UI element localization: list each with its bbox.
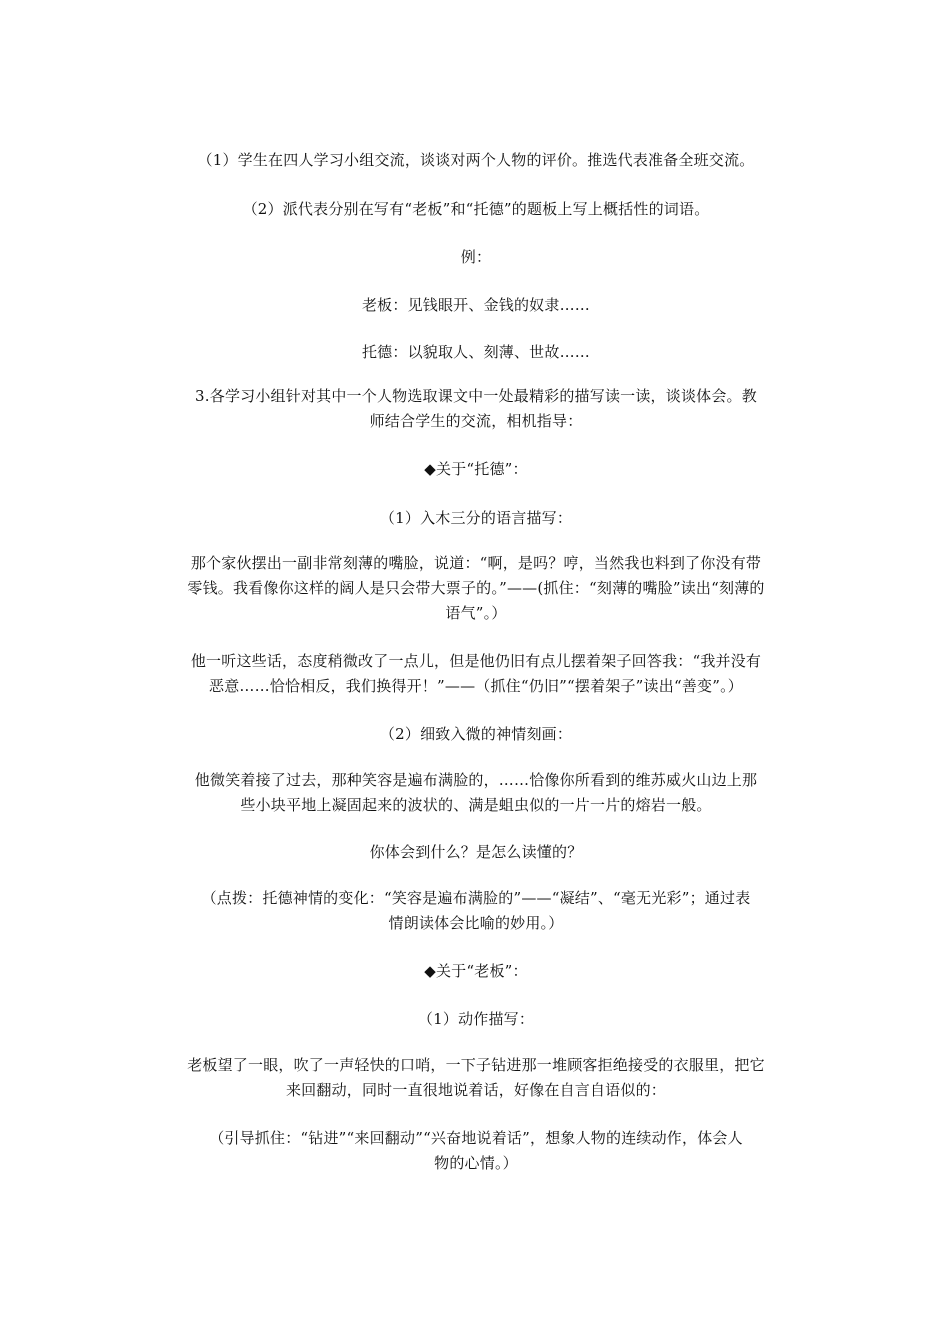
text-line: （1）动作描写： [417, 1010, 535, 1028]
paragraph-quote-mean-face [145, 551, 807, 626]
text-line: 零钱。我看像你这样的阔人是只会带大票子的。”——(抓住：“刻薄的嘴脸”读出“刻薄的 [187, 579, 765, 597]
paragraph-group-discussion [145, 148, 807, 173]
paragraph-hint-action [145, 1126, 807, 1176]
text-line: （1）学生在四人学习小组交流，谈谈对两个人物的评价。推选代表准备全班交流。 [197, 151, 755, 169]
paragraph-representatives [145, 197, 807, 222]
paragraph-todd-words [145, 340, 807, 365]
text-line: （2）派代表分别在写有“老板”和“托德”的题板上写上概括性的词语。 [242, 200, 710, 218]
subheading-expression-portrayal [145, 722, 807, 747]
subheading-language-description [145, 506, 807, 531]
paragraph-question [145, 840, 807, 865]
text-line: ◆关于“老板”： [424, 962, 528, 980]
text-line: 例： [460, 248, 492, 266]
text-line: 老板：见钱眼开、金钱的奴隶…… [361, 296, 590, 314]
text-line: 物的心情。） [434, 1154, 518, 1172]
paragraph-quote-smile [145, 768, 807, 818]
text-line: 语气”。） [445, 604, 507, 622]
text-line: ◆关于“托德”： [424, 460, 528, 478]
section-heading-todd [145, 457, 807, 482]
text-line: （引导抓住：“钻进”“来回翻动”“兴奋地说着话”，想象人物的连续动作，体会人 [209, 1129, 743, 1147]
text-line: 他微笑着接了过去，那种笑容是遍布满脸的，……恰像你所看到的维苏威火山边上那 [194, 771, 758, 789]
paragraph-quote-attitude [145, 649, 807, 699]
paragraph-step-3 [145, 384, 807, 434]
subheading-action-description [145, 1007, 807, 1032]
text-line: （点拨：托德神情的变化：“笑容是遍布满脸的”——“凝结”、“毫无光彩”；通过表 [201, 889, 751, 907]
text-line: 那个家伙摆出一副非常刻薄的嘴脸，说道：“啊，是吗？哼，当然我也料到了你没有带 [190, 554, 762, 572]
paragraph-boss-words [145, 293, 807, 318]
text-line: （1）入木三分的语言描写： [379, 509, 573, 527]
paragraph-hint-expression [145, 886, 807, 936]
document-page [145, 0, 807, 1344]
text-line: 些小块平地上凝固起来的波状的、满是蛆虫似的一片一片的熔岩一般。 [240, 796, 712, 814]
text-line: 情朗读体会比喻的妙用。） [388, 914, 564, 932]
text-line: （2）细致入微的神情刻画： [379, 725, 573, 743]
text-line: 恶意……恰恰相反，我们换得开！”——（抓住“仍旧”“摆着架子”读出“善变”。） [209, 677, 743, 695]
text-line: 你体会到什么？是怎么读懂的？ [369, 843, 583, 861]
text-line: 3.各学习小组针对其中一个人物选取课文中一处最精彩的描写读一读，谈谈体会。教 [195, 387, 757, 405]
paragraph-example-label [145, 245, 807, 270]
text-line: 老板望了一眼，吹了一声轻快的口哨，一下子钻进那一堆顾客拒绝接受的衣服里，把它 [187, 1056, 765, 1074]
text-line: 他一听这些话，态度稍微改了一点儿，但是他仍旧有点儿摆着架子回答我：“我并没有 [190, 652, 762, 670]
text-line: 来回翻动，同时一直很地说着话，好像在自言自语似的： [285, 1081, 666, 1099]
paragraph-quote-boss-action [145, 1053, 807, 1103]
text-line: 托德：以貌取人、刻薄、世故…… [361, 343, 590, 361]
section-heading-boss [145, 959, 807, 984]
text-line: 师结合学生的交流，相机指导： [369, 412, 583, 430]
